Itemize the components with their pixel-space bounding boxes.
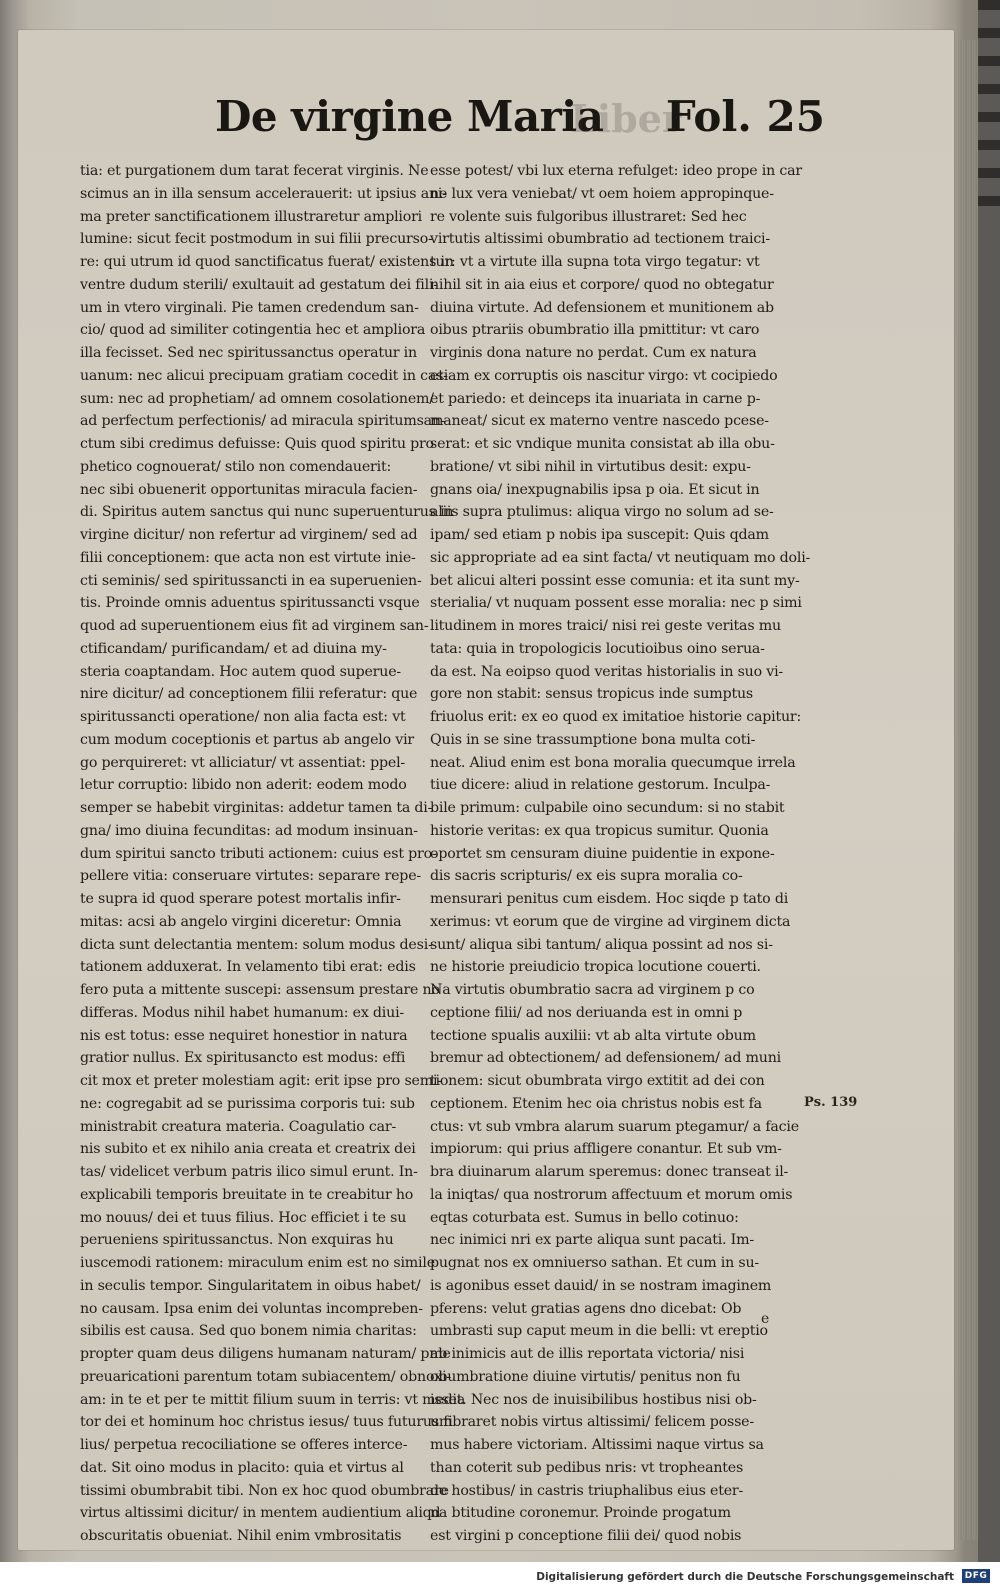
text-line: ceptionem. Etenim hec oia christus nobis est fa (430, 1095, 762, 1112)
text-line: impiorum: qui prius affligere conantur. Et sub vm- (430, 1141, 782, 1158)
page-title: De virgine Maria (215, 92, 604, 141)
text-line: umbrasti sup caput meum in die belli: vt ereptio (430, 1323, 768, 1340)
text-line: differas. Modus nihil habet humanum: ex diui- (80, 1004, 405, 1021)
text-line: bra diuinarum alarum speremus: donec transeat il- (430, 1164, 789, 1180)
text-line: cit mox et preter molestiam agit: erit ipse pro semi- (80, 1073, 442, 1089)
text-line: dat. Sit oino modus in placito: quia et virtus al (80, 1459, 404, 1476)
text-line: mus habere victoriam. Altissimi naque virtus sa (430, 1437, 764, 1453)
text-line: tiue dicere: aliud in relatione gestorum. Inculpa- (430, 777, 771, 794)
text-line: gratior nullus. Ex spiritusancto est modus: effi (80, 1050, 406, 1067)
text-line: sterialia/ vt nuquam possent esse moralia: nec p simi (430, 595, 802, 612)
text-line: tionem: sicut obumbrata virgo extitit ad dei con (430, 1073, 765, 1089)
text-line: diuina virtute. Ad defensionem et munitionem ab (430, 299, 774, 316)
text-line: cum modum coceptionis et partus ab angelo vir (80, 731, 414, 748)
text-line: ctum sibi credimus defuisse: Quis quod spiritu pro (80, 436, 434, 452)
text-line: ministrabit creatura materia. Coagulatio car- (80, 1118, 397, 1135)
scan-margin-strip (978, 0, 1000, 1562)
text-line: um in vtero virginali. Pie tamen credendum san- (80, 299, 419, 316)
text-line: obscuritatis obueniat. Nihil enim vmbrositatis (80, 1528, 402, 1544)
text-line: ne lux vera veniebat/ vt oem hoiem appropinque- (430, 185, 774, 202)
text-line: semper se habebit virginitas: addetur tamen ta di- (80, 800, 433, 816)
text-line: preuaricationi parentum totam subiacentem/ obnoxi- (80, 1368, 452, 1385)
text-line: de hostibus/ in castris triuphalibus eius eter- (430, 1482, 744, 1499)
text-line: eqtas coturbata est. Sumus in bello cotinuo: (430, 1209, 739, 1226)
text-line: obumbratione diuine virtutis/ penitus non fu (430, 1368, 741, 1385)
text-line: is agonibus esset dauid/ in se nostram imaginem (430, 1277, 772, 1294)
text-line: scimus an in illa sensum accelerauerit: ut ipsius ani- (80, 185, 447, 202)
text-line: ne: cogregabit ad se purissima corporis tui: sub (80, 1095, 415, 1112)
text-line: fero puta a mittente suscepi: assensum prestare no (80, 982, 440, 998)
text-line: tis. Proinde omnis aduentus spiritussancti vsque (80, 595, 420, 612)
text-line: historie veritas: ex qua tropicus sumitur. Quonia (430, 822, 769, 839)
text-line: litudinem in mores traici/ nisi rei geste veritas mu (430, 618, 781, 634)
show-through-text: Liber (570, 96, 682, 141)
text-line: tectione spualis auxilii: vt ab alta virtute obum (430, 1027, 756, 1044)
text-line: gna/ imo diuina fecunditas: ad modum insinuan- (80, 822, 418, 839)
text-line: tationem adduxerat. In velamento tibi erat: edis (80, 959, 416, 976)
text-line: etiam ex corruptis ois nascitur virgo: vt cocipiedo (430, 367, 778, 384)
text-line: dum spiritui sancto tributi actionem: cuius est pro- (80, 845, 437, 862)
text-line: ab inimicis aut de illis reportata victoria/ nisi (430, 1346, 745, 1362)
text-line: umbraret nobis virtus altissimi/ felicem posse- (430, 1414, 754, 1431)
text-line: pellere vitia: conseruare virtutes: separare repe- (80, 868, 421, 885)
text-line: nis est totus: esse nequiret honestior in natura (80, 1027, 408, 1044)
text-line: tor dei et hominum hoc christus iesus/ tuus futurus fi (80, 1414, 453, 1431)
text-line: quod ad superuentionem eius fit ad virginem san- (80, 618, 429, 634)
text-line: te supra id quod sperare potest mortalis infir- (80, 891, 401, 907)
text-line: aliis supra ptulimus: aliqua virgo no solum ad se- (430, 504, 774, 521)
text-line: bet alicui alteri possint esse comunia: et ita sunt my- (430, 572, 800, 589)
text-line: ipam/ sed etiam p nobis ipa suscepit: Quis qdam (430, 527, 769, 543)
text-line: cio/ quod ad similiter cotingentia hec et ampliora (80, 322, 426, 339)
text-line: steria coaptandam. Hoc autem quod superue- (80, 663, 401, 680)
text-line: est virgini p conceptione filii dei/ quod nobis (430, 1528, 742, 1544)
text-line: xerimus: vt eorum que de virgine ad virginem dicta (430, 913, 791, 930)
text-line: re: qui utrum id quod sanctificatus fuerat/ existens in (80, 254, 454, 270)
text-line: bremur ad obtectionem/ ad defensionem/ ad muni (430, 1050, 781, 1067)
text-line: ventre dudum sterili/ exultauit ad gestatum dei fili- (80, 276, 438, 293)
marginal-note: Ps. 139 (804, 1095, 858, 1110)
text-line: no causam. Ipsa enim dei voluntas incompreben- (80, 1300, 423, 1317)
text-line: virtutis altissimi obumbratio ad tectionem traici- (430, 231, 770, 248)
text-line: ne historie preiudicio tropica locutione couerti. (430, 959, 761, 976)
text-line: virgine dicitur/ non refertur ad virginem/ sed ad (80, 527, 418, 543)
text-line: tia: et purgationem dum tarat fecerat virginis. Ne (80, 163, 429, 179)
text-line: mensurari penitus cum eisdem. Hoc siqde p tato di (430, 891, 789, 907)
text-line: uanum: nec alicui precipuam gratiam cocedit in cas- (80, 367, 448, 384)
text-column-right (430, 160, 811, 1548)
text-line: nire dicitur/ ad conceptionem filii referatur: que (80, 686, 418, 703)
text-line: oportet sm censuram diuine puidentie in expone- (430, 845, 775, 862)
text-line: virtus altissimi dicitur/ in mentem audientium aliqd (80, 1505, 441, 1522)
text-line: sum: nec ad prophetiam/ ad omnem cosolationem/ (80, 390, 434, 407)
footer-bar (0, 1562, 1000, 1591)
text-line: than coterit sub pedibus nris: vt tropheantes (430, 1459, 744, 1476)
text-line: mitas: acsi ab angelo virgini diceretur: Omnia (80, 913, 402, 930)
text-line: pferens: velut gratias agens dno dicebat: Ob (430, 1300, 742, 1317)
text-line: spiritussancti operatione/ non alia facta est: vt (80, 709, 406, 725)
text-line: cti seminis/ sed spiritussancti in ea superuenien- (80, 572, 422, 589)
text-line: na btitudine coronemur. Proinde progatum (430, 1505, 731, 1522)
text-line: propter quam deus diligens humanam naturam/ pme (80, 1346, 451, 1362)
text-line: dis sacris scripturis/ ex eis supra moralia co- (430, 868, 743, 885)
text-line: Na virtutis obumbratio sacra ad virginem p co (430, 982, 755, 998)
text-line: go perquireret: vt alliciatur/ vt assentiat: ppel- (80, 754, 406, 771)
text-line: iuscemodi rationem: miraculum enim est no simile (80, 1255, 435, 1271)
text-line: da est. Na eoipso quod veritas historialis in suo vi- (430, 663, 783, 680)
text-line: mo nouus/ dei et tuus filius. Hoc efficiet i te su (80, 1209, 407, 1226)
text-line: tur: vt a virtute illa supna tota virgo tegatur: vt (430, 254, 760, 270)
text-line: maneat/ sicut ex materno ventre nascedo pcese- (430, 413, 769, 430)
text-line: am: in te et per te mittit filium suum in terris: vt media (80, 1391, 466, 1408)
text-line: phetico cognouerat/ stilo non comendauerit: (80, 458, 392, 475)
text-line: re volente suis fulgoribus illustraret: Sed hec (430, 208, 747, 225)
text-line: friuolus erit: ex eo quod ex imitatioe historie capitur: (430, 709, 802, 725)
text-line: nis subito et ex nihilo ania creata et creatrix dei (80, 1141, 416, 1158)
text-line: ma preter sanctificationem illustraretur ampliori (80, 208, 423, 225)
text-line: nec inimici nri ex parte aliqua sunt pacati. Im- (430, 1232, 754, 1249)
text-line: sunt/ aliqua sibi tantum/ aliqua possint ad nos si- (430, 936, 773, 953)
text-line: bratione/ vt sibi nihil in virtutibus desit: expu- (430, 458, 751, 475)
text-line: Quis in se sine trassumptione bona multa coti- (430, 731, 756, 748)
text-line: sibilis est causa. Sed quo bonem nimia charitas: (80, 1323, 417, 1340)
text-line: explicabili temporis breuitate in te creabitur ho (80, 1186, 414, 1203)
signature-mark: e (761, 1311, 770, 1327)
text-line: tissimi obumbrabit tibi. Non ex hoc quod obumbrare (80, 1482, 449, 1499)
text-line: virginis dona nature no perdat. Cum ex natura (430, 345, 757, 361)
dfg-logo: DFG (962, 1569, 990, 1583)
text-line: ctificandam/ purificandam/ et ad diuina my- (80, 640, 387, 657)
text-line: oibus ptrariis obumbratio illa pmittitur: vt caro (430, 322, 760, 339)
text-line: esse potest/ vbi lux eterna refulget: ideo prope in car (430, 163, 802, 179)
text-line: la iniqtas/ qua nostrorum affectuum et morum omis (430, 1186, 793, 1203)
text-line: bile primum: culpabile oino secundum: si no stabit (430, 800, 785, 816)
running-header (215, 92, 835, 162)
text-line: serat: et sic vndique munita consistat ab illa obu- (430, 436, 775, 452)
text-line: gore non stabit: sensus tropicus inde sumptus (430, 686, 753, 703)
text-line: et pariedo: et deinceps ita inuariata in carne p- (430, 390, 761, 407)
text-line: nihil sit in aia eius et corpore/ quod no obtegatur (430, 276, 774, 293)
text-line: ceptione filii/ ad nos deriuanda est in omni p (430, 1004, 743, 1021)
text-line: ad perfectum perfectionis/ ad miracula spiritumsan- (80, 413, 446, 430)
text-line: perueniens spiritussanctus. Non exquiras hu (80, 1232, 394, 1249)
text-line: lius/ perpetua recociliatione se offeres interce- (80, 1437, 408, 1453)
text-column-left (80, 160, 466, 1548)
text-line: nec sibi obuenerit opportunitas miracula facien- (80, 481, 418, 498)
text-line: illa fecisset. Sed nec spiritussanctus operatur in (80, 345, 417, 361)
folio-number: Fol. 25 (665, 92, 825, 141)
text-line: di. Spiritus autem sanctus qui nunc superuenturus in (80, 504, 454, 521)
text-line: tata: quia in tropologicis locutioibus oino serua- (430, 640, 765, 657)
funding-credit: Digitalisierung gefördert durch die Deutsche Forschungsgemeinschaft (536, 1571, 954, 1583)
text-line: lumine: sicut fecit postmodum in sui filii precurso- (80, 231, 433, 248)
text-line: tas/ videlicet verbum patris ilico simul erunt. In- (80, 1164, 418, 1180)
text-line: pugnat nos ex omniuerso sathan. Et cum in su- (430, 1255, 760, 1271)
text-line: letur corruptio: libido non aderit: eodem modo (80, 777, 407, 794)
text-line: neat. Aliud enim est bona moralia quecumque irrela (430, 754, 796, 771)
text-line: dicta sunt delectantia mentem: solum modus desi- (80, 936, 433, 953)
text-line: in seculis tempor. Singularitatem in oibus habet/ (80, 1277, 421, 1294)
text-line: gnans oia/ inexpugnabilis ipsa p oia. Et sicut in (430, 481, 760, 498)
text-line: ctus: vt sub vmbra alarum suarum ptegamur/ a facie (430, 1118, 799, 1135)
text-line: isset. Nec nos de inuisibilibus hostibus nisi ob- (430, 1391, 757, 1408)
text-line: sic appropriate ad ea sint facta/ vt neutiquam mo doli- (430, 549, 811, 566)
text-line: filii conceptionem: que acta non est virtute inie- (80, 549, 416, 566)
